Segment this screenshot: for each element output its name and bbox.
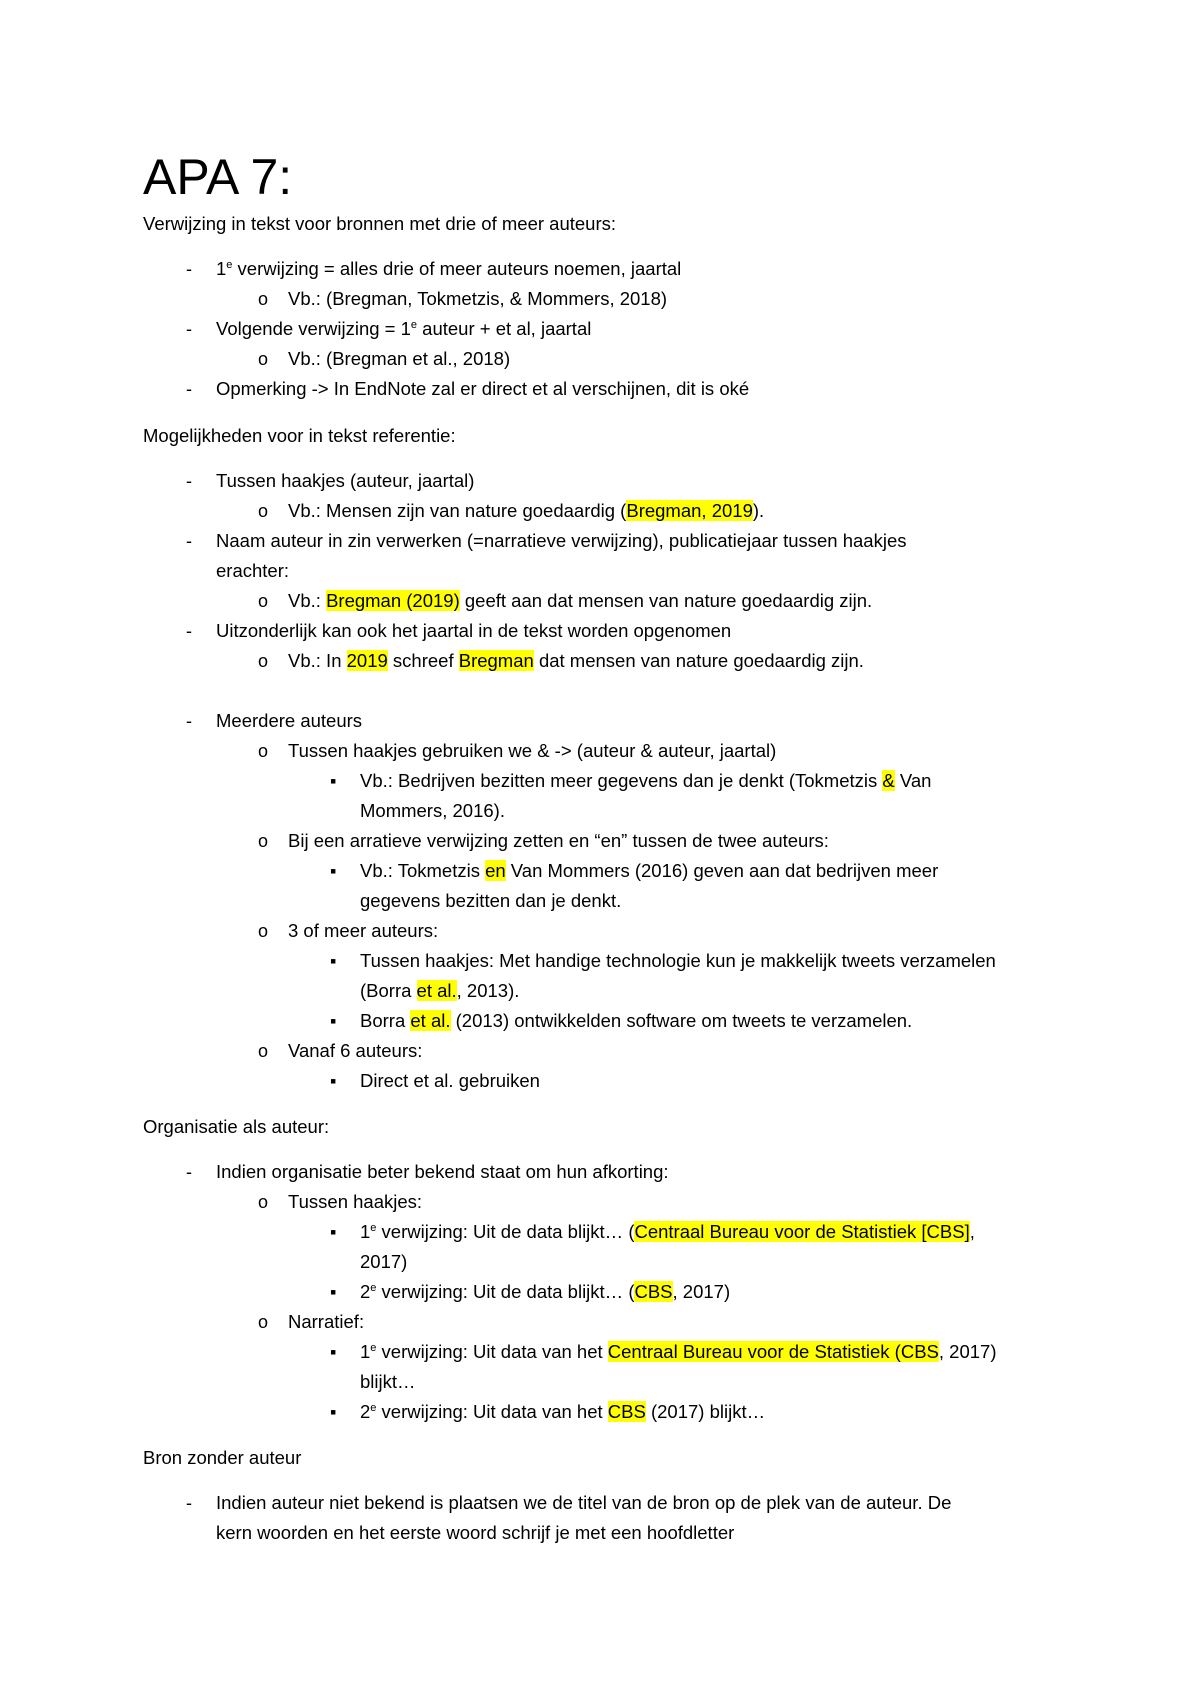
highlight: CBS bbox=[634, 1281, 673, 1302]
circle-bullet-marker: o bbox=[258, 1041, 269, 1061]
list-item-continuation: gegevens bezitten dan je denkt. bbox=[360, 890, 622, 911]
circle-bullet-marker: o bbox=[258, 591, 269, 611]
square-bullet-marker: ▪ bbox=[330, 861, 337, 881]
list-item: Tussen haakjes gebruiken we & -> (auteur & auteur, jaartal) bbox=[288, 740, 777, 761]
list-item-example: Vb.: (Bregman, Tokmetzis, & Mommers, 2018) bbox=[288, 288, 668, 309]
highlight: & bbox=[882, 770, 895, 791]
list-item: Tussen haakjes (auteur, jaartal) bbox=[216, 470, 475, 491]
list-item-continuation: erachter: bbox=[216, 560, 290, 581]
list-item: Tussen haakjes: bbox=[288, 1191, 423, 1212]
list-item-example: Tussen haakjes: Met handige technologie kun je makkelijk tweets verzamelen bbox=[360, 950, 996, 971]
square-bullet-marker: ▪ bbox=[330, 1011, 337, 1031]
highlight: Centraal Bureau voor de Statistiek (CBS bbox=[607, 1341, 939, 1362]
list-item-example: Borra et al. (2013) ontwikkelden software om tweets te verzamelen. bbox=[360, 1010, 913, 1031]
list-item-continuation: Mommers, 2016). bbox=[360, 800, 505, 821]
list-item-example: 1e verwijzing: Uit data van het Centraal Bureau voor de Statistiek (CBS, 2017) bbox=[360, 1341, 997, 1362]
highlight: et al. bbox=[416, 980, 457, 1001]
circle-bullet-marker: o bbox=[258, 501, 269, 521]
list-item-example: Vb.: Tokmetzis en Van Mommers (2016) geven aan dat bedrijven meer bbox=[360, 860, 939, 881]
section-heading-organisation-author: Organisatie als auteur: bbox=[143, 1116, 330, 1137]
circle-bullet-marker: o bbox=[258, 1192, 269, 1212]
page-title: APA 7: bbox=[143, 149, 293, 205]
circle-bullet-marker: o bbox=[258, 349, 269, 369]
dash-bullet-marker: - bbox=[186, 471, 192, 491]
highlight: Bregman (2019) bbox=[326, 590, 460, 611]
list-item: Volgende verwijzing = $1^e$ auteur + et al, jaartal bbox=[216, 318, 592, 339]
list-item: Narratief: bbox=[288, 1311, 365, 1332]
list-item-example: Vb.: Bedrijven bezitten meer gegevens dan je denkt (Tokmetzis & Van bbox=[360, 770, 932, 791]
circle-bullet-marker: o bbox=[258, 1312, 269, 1332]
dash-bullet-marker: - bbox=[186, 319, 192, 339]
list-item: Bij een arratieve verwijzing zetten en “en” tussen de twee auteurs: bbox=[288, 830, 829, 851]
list-item: Direct et al. gebruiken bbox=[360, 1070, 540, 1091]
dash-bullet-marker: - bbox=[186, 621, 192, 641]
square-bullet-marker: ▪ bbox=[330, 1402, 337, 1422]
list-item: Meerdere auteurs bbox=[216, 710, 363, 731]
list-item-continuation: blijkt… bbox=[360, 1371, 416, 1392]
list-item-continuation: kern woorden en het eerste woord schrijf je met een hoofdletter bbox=[216, 1522, 735, 1543]
list-item-example: 1e verwijzing: Uit de data blijkt… (Centraal Bureau voor de Statistiek [CBS], bbox=[360, 1221, 975, 1242]
list-item-example: Vb.: Mensen zijn van nature goedaardig (Bregman, 2019). bbox=[288, 500, 765, 521]
list-item-continuation: 2017) bbox=[360, 1251, 408, 1272]
list-item: Opmerking -> In EndNote zal er direct et al verschijnen, dit is oké bbox=[216, 378, 750, 399]
highlight: en bbox=[485, 860, 506, 881]
square-bullet-marker: ▪ bbox=[330, 951, 337, 971]
dash-bullet-marker: - bbox=[186, 711, 192, 731]
list-item: 1e verwijzing = alles drie of meer auteurs noemen, jaartal bbox=[216, 258, 682, 279]
section-heading-three-or-more-authors: Verwijzing in tekst voor bronnen met drie of meer auteurs: bbox=[143, 213, 617, 234]
section-heading-source-without-author: Bron zonder auteur bbox=[143, 1447, 302, 1468]
square-bullet-marker: ▪ bbox=[330, 1222, 337, 1242]
list-item-continuation: (Borra et al., 2013). bbox=[360, 980, 520, 1001]
section-heading-in-text-reference: Mogelijkheden voor in tekst referentie: bbox=[143, 425, 456, 446]
highlight: 2019 bbox=[346, 650, 388, 671]
highlight: Centraal Bureau voor de Statistiek [CBS] bbox=[634, 1221, 970, 1242]
list-item-example: Vb.: (Bregman et al., 2018) bbox=[288, 348, 511, 369]
list-item: Naam auteur in zin verwerken (=narratieve verwijzing), publicatiejaar tussen haakjes bbox=[216, 530, 907, 551]
dash-bullet-marker: - bbox=[186, 1493, 192, 1513]
square-bullet-marker: ▪ bbox=[330, 1342, 337, 1362]
highlight: CBS bbox=[607, 1401, 646, 1422]
list-item-example: Vb.: Bregman (2019) geeft aan dat mensen van nature goedaardig zijn. bbox=[288, 590, 873, 611]
circle-bullet-marker: o bbox=[258, 741, 269, 761]
list-item: Indien auteur niet bekend is plaatsen we de titel van de bron op de plek van de auteur. De bbox=[216, 1492, 952, 1513]
circle-bullet-marker: o bbox=[258, 831, 269, 851]
list-item-example: Vb.: In 2019 schreef Bregman dat mensen van nature goedaardig zijn. bbox=[288, 650, 864, 671]
highlight: Bregman bbox=[458, 650, 534, 671]
circle-bullet-marker: o bbox=[258, 651, 269, 671]
circle-bullet-marker: o bbox=[258, 289, 269, 309]
dash-bullet-marker: - bbox=[186, 1162, 192, 1182]
dash-bullet-marker: - bbox=[186, 379, 192, 399]
dash-bullet-marker: - bbox=[186, 259, 192, 279]
circle-bullet-marker: o bbox=[258, 921, 269, 941]
highlight: et al. bbox=[410, 1010, 451, 1031]
list-item: Uitzonderlijk kan ook het jaartal in de tekst worden opgenomen bbox=[216, 620, 732, 641]
list-item: Indien organisatie beter bekend staat om hun afkorting: bbox=[216, 1161, 669, 1182]
highlight: Bregman, 2019 bbox=[626, 500, 753, 521]
square-bullet-marker: ▪ bbox=[330, 1071, 337, 1091]
square-bullet-marker: ▪ bbox=[330, 1282, 337, 1302]
square-bullet-marker: ▪ bbox=[330, 771, 337, 791]
dash-bullet-marker: - bbox=[186, 531, 192, 551]
list-item-example: 2e verwijzing: Uit data van het CBS (2017) blijkt… bbox=[360, 1401, 766, 1422]
list-item: Vanaf 6 auteurs: bbox=[288, 1040, 423, 1061]
list-item-example: 2e verwijzing: Uit de data blijkt… (CBS, 2017) bbox=[360, 1281, 731, 1302]
list-item: 3 of meer auteurs: bbox=[288, 920, 439, 941]
